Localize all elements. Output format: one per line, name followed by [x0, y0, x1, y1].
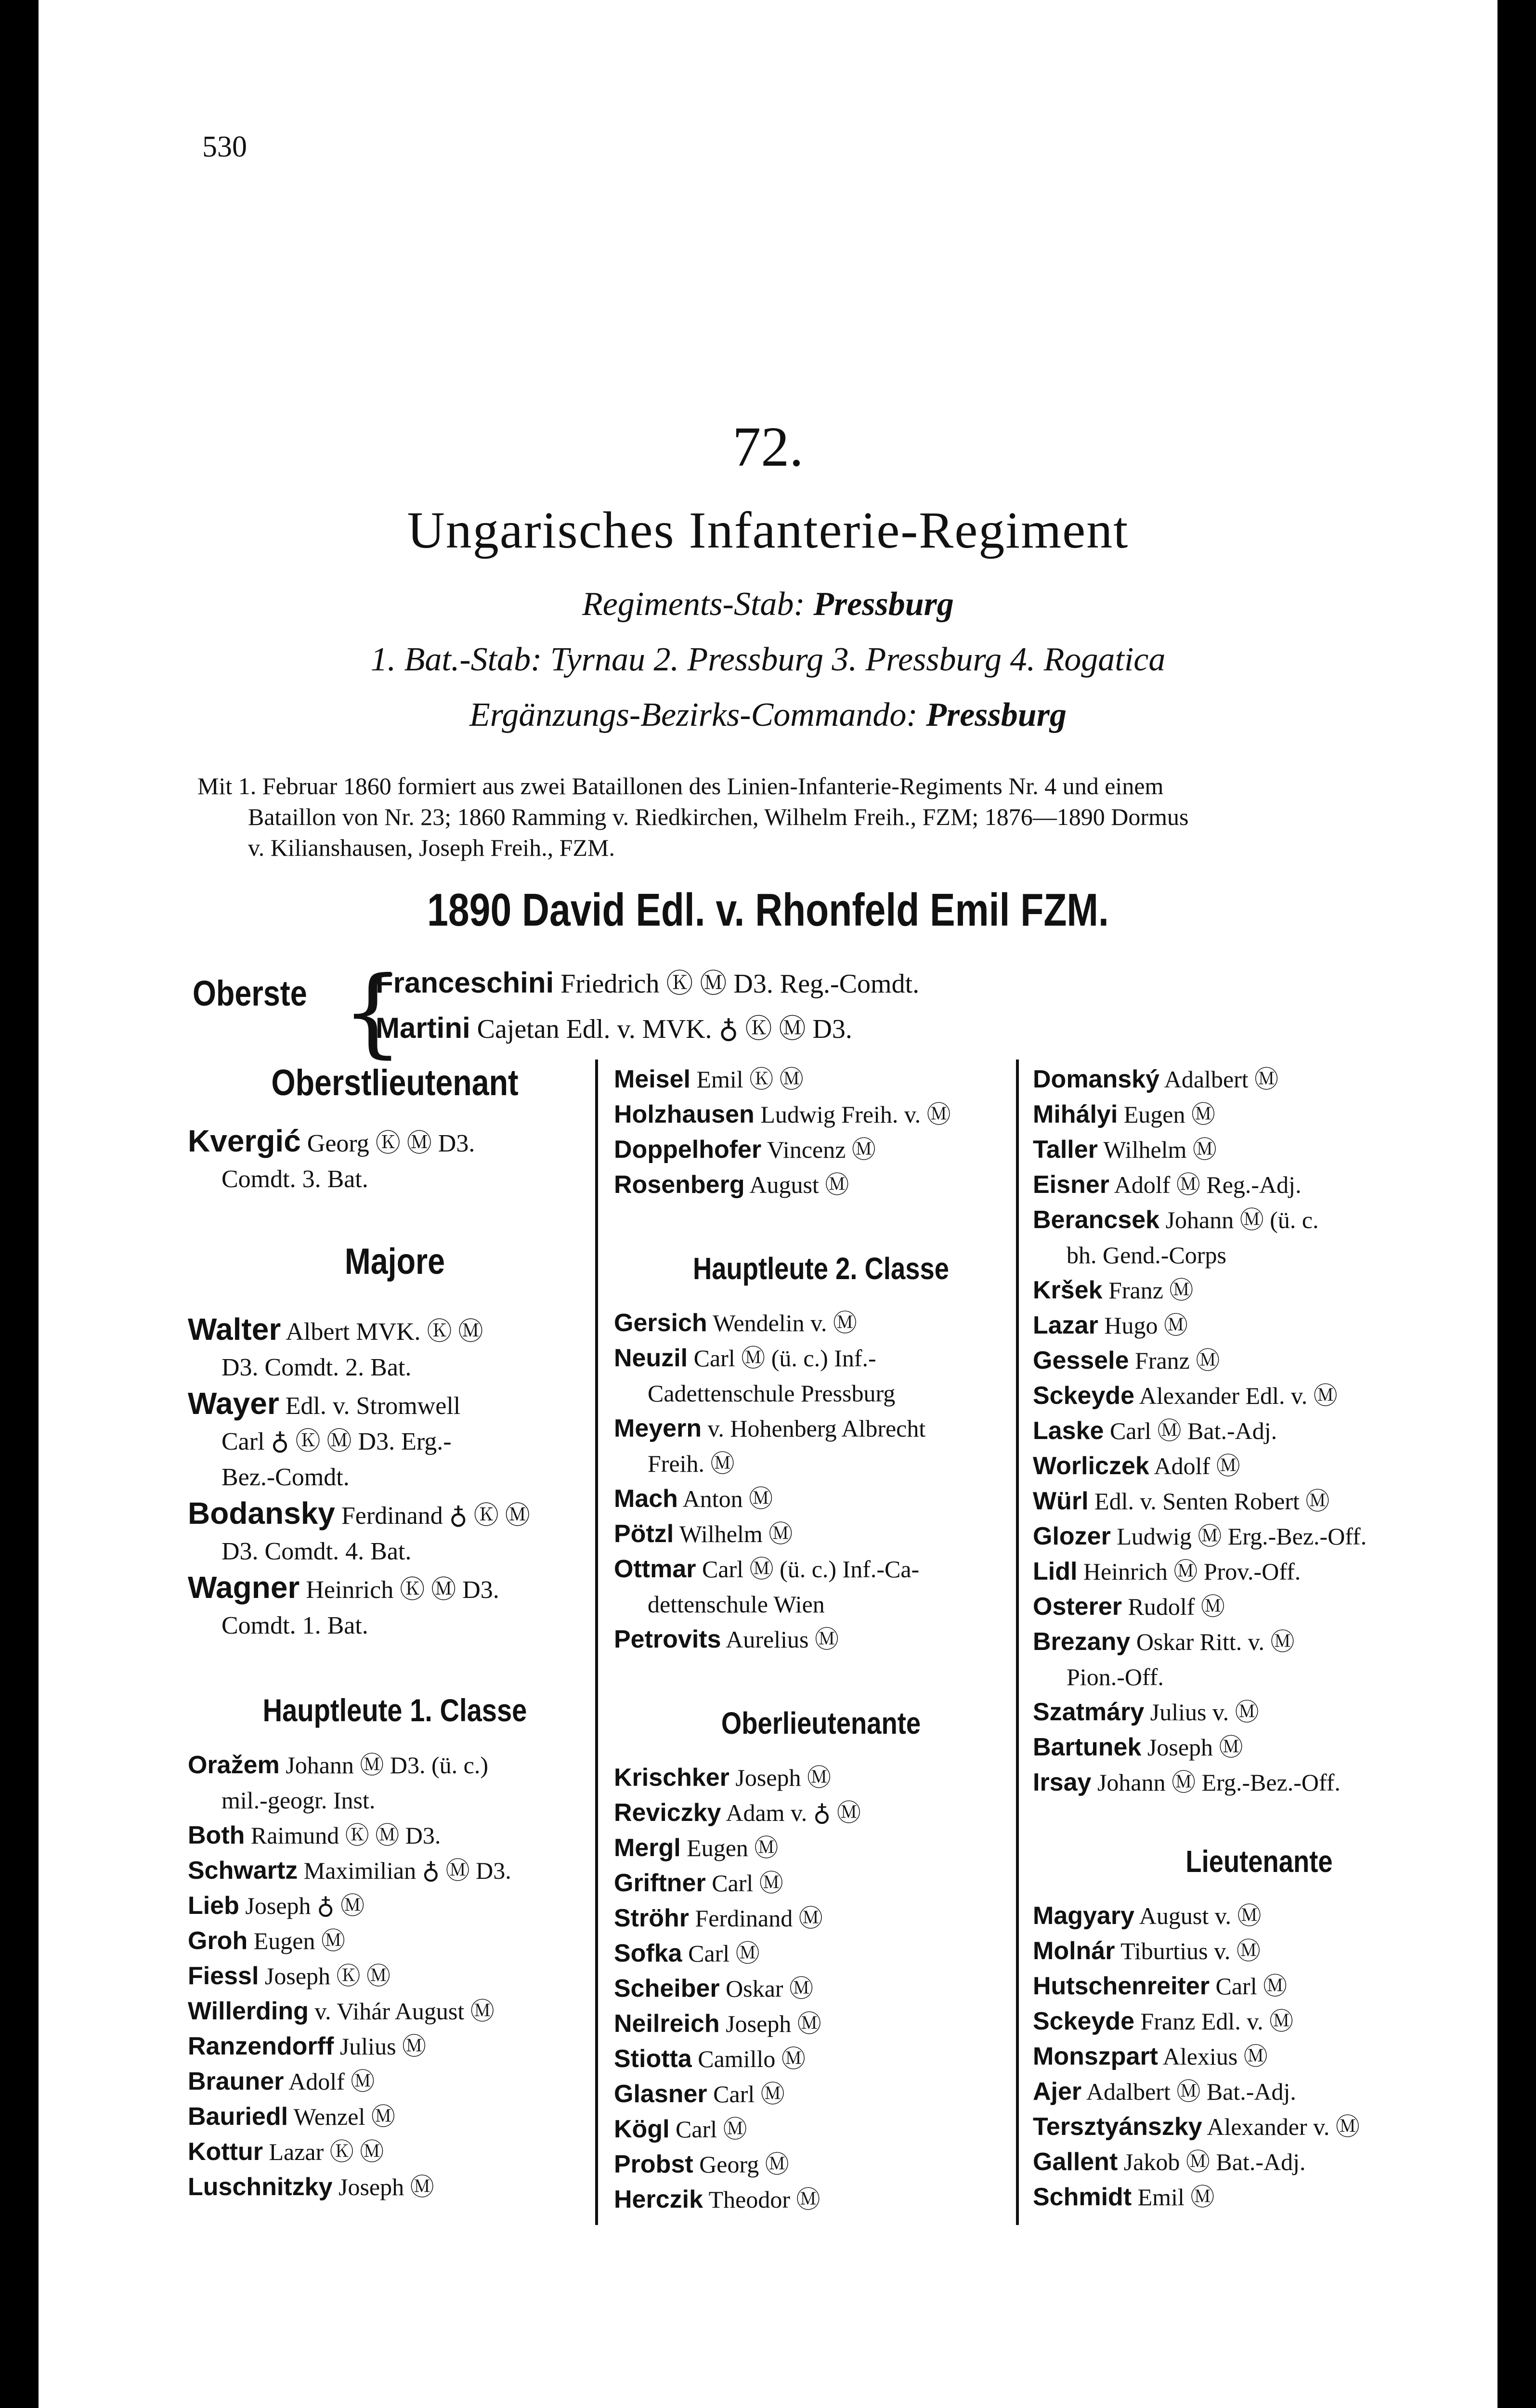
page-number: 530	[202, 131, 247, 163]
entry-hauptmann-2: Neuzil Carl Ⓜ (ü. c.) Inf.- Cadettenschule Pressburg	[614, 1344, 896, 1407]
regiment-owner: 1890 David Edl. v. Rhonfeld Emil FZM.	[427, 884, 1109, 936]
entry-hauptmann-1: Ranzendorff Julius Ⓜ	[188, 2032, 427, 2060]
entry-oberlieutenant: Gessele Franz Ⓜ	[1033, 1347, 1220, 1374]
entry-oberlieutenant: Domanský Adalbert Ⓜ	[1033, 1065, 1279, 1093]
entry-oberlieutenant: Krischker Joseph Ⓜ	[614, 1764, 832, 1792]
entry-hauptmann-1: Brauner Adolf Ⓜ	[188, 2068, 375, 2095]
column-2	[614, 1062, 1028, 2217]
entry-hauptmann-2: Ottmar Carl Ⓜ (ü. c.) Inf.-Ca- dettenschule Wien	[614, 1555, 920, 1618]
section-oberlieutenante: Oberlieutenante	[721, 1706, 921, 1741]
entry-oberlieutenant: Eisner Adolf Ⓜ Reg.-Adj.	[1033, 1171, 1302, 1199]
entry-hauptmann-1: Holzhausen Ludwig Freih. v. Ⓜ	[614, 1100, 951, 1128]
entry-oberlieutenant: Mergl Eugen Ⓜ	[614, 1834, 779, 1862]
oberste-label: Oberste	[193, 973, 307, 1013]
entry-lieutenant: Magyary August v. Ⓜ	[1033, 1902, 1262, 1930]
column-1	[188, 1062, 602, 2205]
entry-lieutenant: Tersztyánszky Alexander v. Ⓜ	[1033, 2113, 1360, 2141]
entry-major: Wagner Heinrich Ⓚ Ⓜ D3. Comdt. 1. Bat.	[188, 1570, 499, 1639]
entry-hauptmann-2: Meyern v. Hohenberg Albrecht Freih. Ⓜ	[614, 1414, 926, 1477]
staff-line-1: Regiments-Stab: Pressburg	[582, 586, 954, 623]
regiment-history: Mit 1. Februar 1860 formiert aus zwei Bataillonen des Linien-Infanterie-Regiments Nr. 4 und einem Bataillon von Nr. 23; 1860 Ramming v. Riedkirchen, Wilhelm Freih., FZM; 1876—1890 Dormus v. Kilianshausen, Joseph Freih., FZM.	[197, 772, 1189, 861]
entry-oberlieutenant: Lazar Hugo Ⓜ	[1033, 1311, 1188, 1339]
entry-hauptmann-1: Bauriedl Wenzel Ⓜ	[188, 2103, 395, 2131]
entry-oberlieutenant: Kögl Carl Ⓜ	[614, 2115, 747, 2143]
entry-major: Wayer Edl. v. Stromwell Carl ♁ Ⓚ Ⓜ D3. Erg.- Bez.-Comdt.	[188, 1386, 461, 1491]
entry-lieutenant: Molnár Tiburtius v. Ⓜ	[1033, 1937, 1261, 1965]
entry-hauptmann-1: Both Raimund Ⓚ Ⓜ D3.	[188, 1821, 441, 1849]
entry-oberlieutenant: Glasner Carl Ⓜ	[614, 2080, 785, 2108]
entry-oberlieutenant: Herczik Theodor Ⓜ	[614, 2186, 820, 2213]
entry-hauptmann-1: Schwartz Maximilian ♁ Ⓜ D3.	[188, 1857, 511, 1885]
entry-hauptmann-1: Groh Eugen Ⓜ	[188, 1927, 345, 1955]
entry-oberstlt: Kvergić Georg Ⓚ Ⓜ D3. Comdt. 3. Bat.	[188, 1124, 475, 1193]
entry-lieutenant: Ajer Adalbert Ⓜ Bat.-Adj.	[1033, 2078, 1296, 2106]
entry-hauptmann-2: Pötzl Wilhelm Ⓜ	[614, 1520, 793, 1548]
entry-oberlieutenant: Reviczky Adam v. ♁ Ⓜ	[614, 1799, 861, 1827]
entry-oberlieutenant: Taller Wilhelm Ⓜ	[1033, 1136, 1217, 1164]
entry-oberlieutenant: Glozer Ludwig Ⓜ Erg.-Bez.-Off.	[1033, 1522, 1367, 1550]
entry-hauptmann-1: Lieb Joseph ♁ Ⓜ	[188, 1892, 365, 1920]
entry-oberlieutenant: Würl Edl. v. Senten Robert Ⓜ	[1033, 1487, 1330, 1515]
entry-hauptmann-1: Rosenberg August Ⓜ	[614, 1171, 849, 1199]
entry-hauptmann-1: Kottur Lazar Ⓚ Ⓜ	[188, 2138, 384, 2166]
entry-oberlieutenant: Sckeyde Alexander Edl. v. Ⓜ	[1033, 1382, 1338, 1410]
section-hauptleute-2: Hauptleute 2. Classe	[692, 1251, 950, 1286]
section-hauptleute-1: Hauptleute 1. Classe	[262, 1692, 527, 1728]
entry-oberlieutenant: Ströhr Ferdinand Ⓜ	[614, 1904, 823, 1932]
entry-oberlieutenant: Probst Georg Ⓜ	[614, 2150, 789, 2178]
oberst-entry-2: Martini Cajetan Edl. v. MVK. ♁ Ⓚ Ⓜ D3.	[376, 1012, 852, 1044]
entry-hauptmann-1: Doppelhofer Vincenz Ⓜ	[614, 1136, 876, 1164]
entry-lieutenant: Sckeyde Franz Edl. v. Ⓜ	[1033, 2007, 1294, 2035]
entry-hauptmann-1: Oražem Johann Ⓜ D3. (ü. c.) mil.-geogr. Inst.	[188, 1751, 489, 1814]
entry-oberlieutenant: Brezany Oskar Ritt. v. Ⓜ Pion.-Off.	[1033, 1628, 1295, 1690]
entry-oberlieutenant: Sofka Carl Ⓜ	[614, 1939, 760, 1967]
staff-line-3: Ergänzungs-Bezirks-Commando: Pressburg	[469, 696, 1067, 733]
entry-oberlieutenant: Mihályi Eugen Ⓜ	[1033, 1100, 1215, 1128]
entry-lieutenant: Gallent Jakob Ⓜ Bat.-Adj.	[1033, 2148, 1306, 2176]
entry-hauptmann-1: Fiessl Joseph Ⓚ Ⓜ	[188, 1962, 391, 1990]
entry-oberlieutenant: Berancsek Johann Ⓜ (ü. c. bh. Gend.-Corps	[1033, 1206, 1319, 1269]
entry-major: Bodansky Ferdinand ♁ Ⓚ Ⓜ D3. Comdt. 4. Bat.	[188, 1496, 530, 1565]
entry-oberlieutenant: Szatmáry Julius v. Ⓜ	[1033, 1698, 1259, 1726]
entry-hauptmann-2: Gersich Wendelin v. Ⓜ	[614, 1309, 857, 1337]
entry-oberlieutenant: Irsay Johann Ⓜ Erg.-Bez.-Off.	[1033, 1768, 1341, 1796]
entry-oberlieutenant: Lidl Heinrich Ⓜ Prov.-Off.	[1033, 1557, 1301, 1585]
entry-hauptmann-2: Mach Anton Ⓜ	[614, 1485, 773, 1513]
column-3	[1033, 1062, 1485, 2215]
entry-hauptmann-2: Petrovits Aurelius Ⓜ	[614, 1625, 839, 1653]
entry-oberlieutenant: Kršek Franz Ⓜ	[1033, 1276, 1194, 1304]
entry-major: Walter Albert MVK. Ⓚ Ⓜ D3. Comdt. 2. Bat.	[188, 1312, 483, 1381]
entry-lieutenant: Monszpart Alexius Ⓜ	[1033, 2042, 1268, 2070]
entry-oberlieutenant: Laske Carl Ⓜ Bat.-Adj.	[1033, 1417, 1277, 1445]
staff-line-2: 1. Bat.-Stab: Tyrnau 2. Pressburg 3. Pressburg 4. Rogatica	[370, 641, 1166, 678]
entry-lieutenant: Schmidt Emil Ⓜ	[1033, 2183, 1215, 2211]
entry-oberlieutenant: Griftner Carl Ⓜ	[614, 1869, 783, 1897]
entry-hauptmann-1: Luschnitzky Joseph Ⓜ	[188, 2173, 434, 2201]
entry-oberlieutenant: Osterer Rudolf Ⓜ	[1033, 1593, 1225, 1621]
brace: {	[342, 956, 404, 1068]
entry-oberlieutenant: Bartunek Joseph Ⓜ	[1033, 1733, 1243, 1761]
entry-oberlieutenant: Stiotta Camillo Ⓜ	[614, 2045, 806, 2073]
entry-hauptmann-1: Willerding v. Vihár August Ⓜ	[188, 1997, 495, 2025]
entry-oberlieutenant: Scheiber Oskar Ⓜ	[614, 1975, 814, 2002]
entry-oberlieutenant: Neilreich Joseph Ⓜ	[614, 2010, 821, 2038]
entry-oberlieutenant: Worliczek Adolf Ⓜ	[1033, 1452, 1240, 1480]
section-lieutenante: Lieutenante	[1185, 1844, 1333, 1879]
section-oberstlieutenant: Oberstlieutenant	[271, 1062, 519, 1103]
regiment-title: Ungarisches Infanterie-Regiment	[407, 502, 1129, 559]
document-page	[39, 0, 1497, 2408]
regiment-number: 72.	[732, 415, 804, 478]
section-majore: Majore	[344, 1241, 445, 1282]
entry-hauptmann-1: Meisel Emil Ⓚ Ⓜ	[614, 1065, 804, 1093]
oberst-entry-1: Franceschini Friedrich Ⓚ Ⓜ D3. Reg.-Comdt.	[376, 967, 920, 999]
entry-lieutenant: Hutschenreiter Carl Ⓜ	[1033, 1972, 1288, 2000]
